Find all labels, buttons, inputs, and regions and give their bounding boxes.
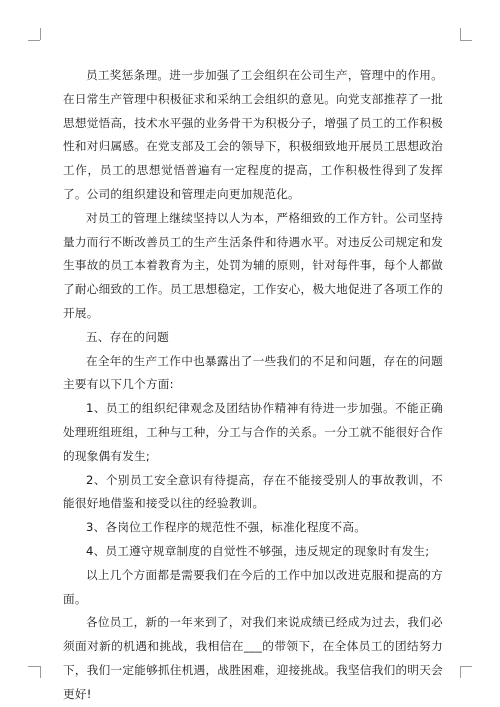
crop-mark-top-left-h [28,40,40,41]
paragraph-employee-management: 对员工的管理上继续坚持以人为本，严格细致的工作方针。公司坚持量力而行不断改善员工的生产生活条件和待遇水平。对违反公司规定和发生事故的员工本着教育为主，处罚为辅的原则，针对每件事，每个人都做了耐心细致的工作。员工思想稳定，工作安心，极大地促进了各项工作的开展。 [63,210,443,320]
paragraph-union-and-party-work: 员工奖惩条理。进一步加强了工会组织在公司生产，管理中的作用。在日常生产管理中积极征求和采纳工会组织的意见。向党支部推荐了一批思想觉悟高，技术水平强的业务骨干为积极分子，增强了员工的工作积极性和对归属感。在党支部及工会的领导下，积极细致地开展员工思想政治工作，员工的思想觉悟普遍有一定程度的提高，工作积极性得到了发挥了。公司的组织建设和管理走向更加规范化。 [63,68,443,201]
paragraph-closing-remarks: 各位员工，新的一年来到了，对我们来说成绩已经成为过去，我们必须面对新的机遇和挑战，我相信在___的带领下，在全体员工的团结努力下，我们一定能够抓住机遇，战胜困难，迎接挑战。我坚信我们的明天会更好! [63,615,443,701]
crop-mark-bottom-right-h [460,666,472,667]
paragraph-improvement-summary: 以上几个方面都是需要我们在今后的工作中加以改进克服和提高的方面。 [63,567,443,606]
paragraph-problems-intro: 在全年的生产工作中也暴露出了一些我们的不足和问题，存在的问题主要有以下几个方面: [63,353,443,392]
section-heading-existing-problems: 五、存在的问题 [86,329,169,344]
crop-mark-top-right-h [460,40,472,41]
document-body [63,64,443,707]
problem-item-3: 3、各岗位工作程序的规范性不强，标准化程度不高。 [86,520,367,535]
crop-mark-bottom-left-h [28,666,40,667]
crop-mark-top-left-v [40,28,41,40]
problem-item-1: 1、员工的组织纪律观念及团结协作精神有待进一步加强。不能正确处理班组班组，工种与工种，分工与合作的关系。一分工就不能很好合作的现象偶有发生; [63,401,443,463]
crop-mark-bottom-right-v [460,666,461,678]
problem-item-2: 2、个别员工安全意识有待提高，存在不能接受别人的事故教训，不能很好地借鉴和接受以往的经验教训。 [63,472,443,511]
crop-mark-bottom-left-v [40,666,41,678]
crop-mark-top-right-v [460,28,461,40]
problem-item-4: 4、员工遵守规章制度的自觉性不够强，违反规定的现象时有发生; [86,543,430,558]
